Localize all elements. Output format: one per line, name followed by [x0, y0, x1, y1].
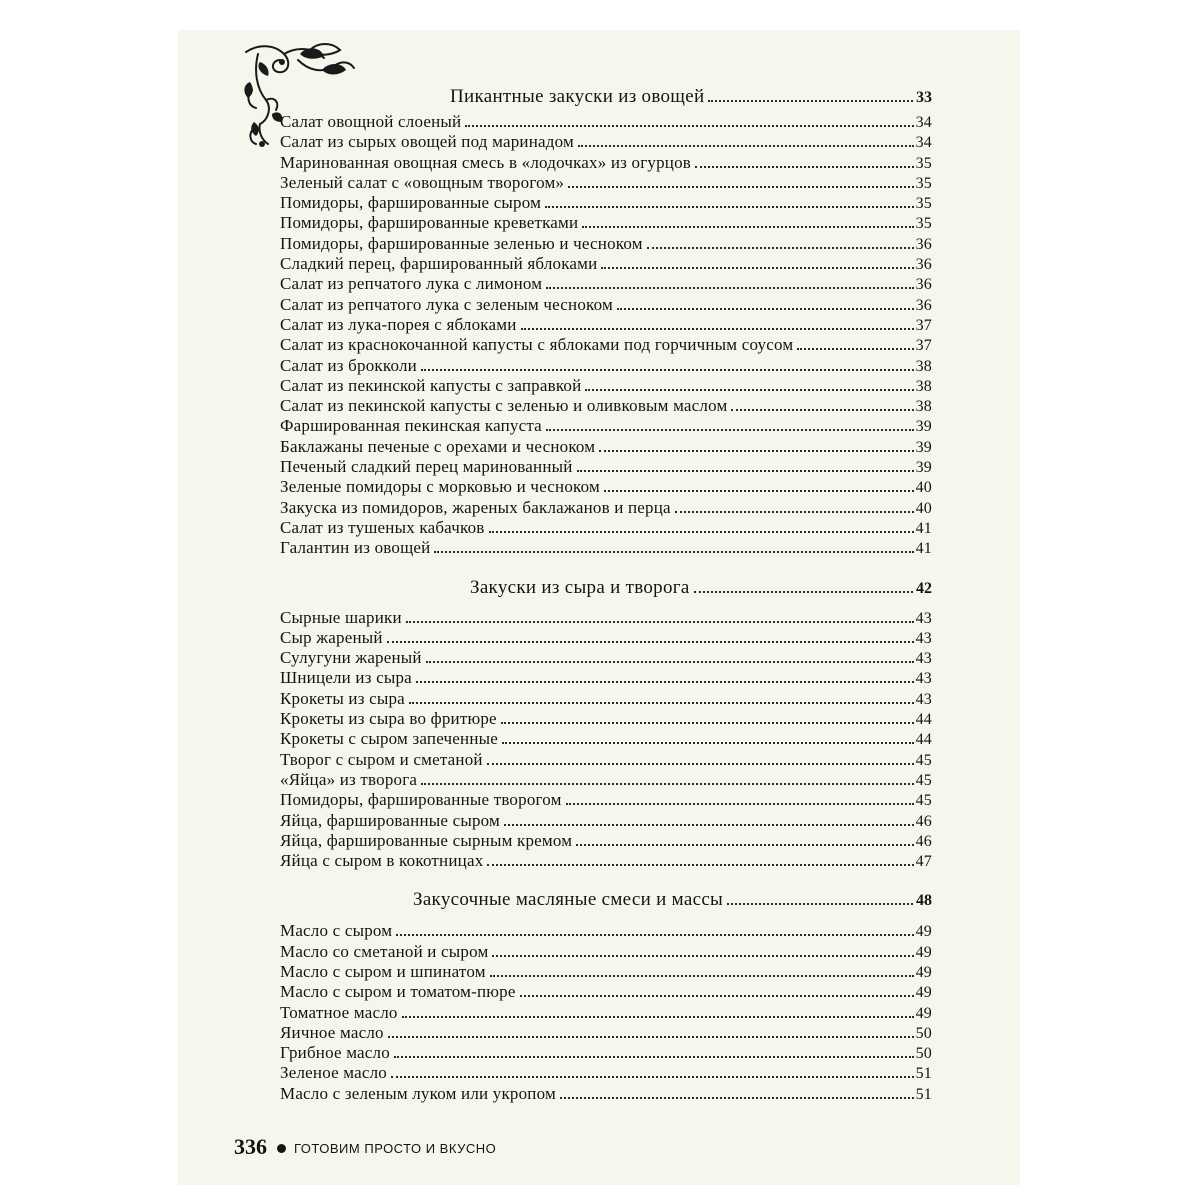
entry-page-number: 34 [915, 114, 932, 131]
toc-entry [280, 962, 932, 982]
toc-entry [280, 831, 932, 851]
entry-page-number: 51 [915, 1065, 932, 1083]
dot-leader [727, 903, 913, 905]
entry-page-number: 36 [915, 256, 932, 274]
section-title: Закуски из сыра и творога [470, 576, 690, 598]
entry-title: Сырные шарики [280, 607, 402, 627]
toc-entry [280, 437, 932, 457]
entry-page-number: 49 [915, 923, 932, 941]
section-heading [280, 889, 932, 911]
dot-leader [577, 470, 914, 472]
entry-title: Крокеты из сыра во фритюре [280, 709, 497, 729]
section-entries [280, 608, 932, 872]
dot-leader [520, 995, 914, 997]
entry-title: Салат из тушеных кабачков [280, 517, 485, 537]
entry-title: Фаршированная пекинская капуста [280, 416, 542, 436]
entry-title: Творог с сыром и сметаной [280, 749, 483, 769]
entry-title: Помидоры, фаршированные творогом [280, 790, 562, 810]
dot-leader [489, 531, 914, 533]
dot-leader [387, 641, 914, 643]
dot-leader [391, 1076, 914, 1078]
toc-entry [280, 213, 932, 233]
entry-page-number: 43 [915, 690, 932, 708]
entry-page-number: 45 [915, 792, 932, 810]
entry-page-number: 35 [915, 174, 932, 192]
entry-title: Помидоры, фаршированные креветками [280, 213, 579, 233]
entry-title: Грибное масло [280, 1043, 390, 1063]
entry-page-number: 41 [915, 519, 932, 537]
dot-leader [394, 1056, 914, 1058]
entry-title: Салат из репчатого лука с лимоном [280, 274, 543, 294]
dot-leader [426, 661, 914, 663]
entry-title: Помидоры, фаршированные зеленью и чесноком [280, 233, 643, 253]
entry-title: Масло с зеленым луком или укропом [280, 1083, 556, 1103]
entry-title: Яйца с сыром в кокотницах [280, 851, 484, 871]
entry-page-number: 43 [915, 609, 932, 627]
toc-entry [280, 790, 932, 810]
toc-entry [280, 770, 932, 790]
entry-page-number: 39 [915, 459, 932, 477]
entry-page-number: 38 [915, 357, 932, 375]
dot-leader [406, 621, 914, 623]
entry-page-number: 50 [915, 1045, 932, 1063]
entry-page-number: 37 [915, 337, 932, 355]
dot-leader [421, 783, 913, 785]
dot-leader [576, 844, 913, 846]
section-title: Пикантные закуски из овощей [450, 86, 705, 107]
entry-title: Масло с сыром [280, 921, 393, 941]
section-heading [280, 86, 932, 108]
dot-leader [521, 328, 914, 330]
entry-page-number: 49 [915, 1004, 932, 1022]
toc-entry [280, 356, 932, 376]
dot-leader [560, 1097, 914, 1099]
entry-title: Салат из пекинской капусты с зеленью и оливковым маслом [280, 396, 728, 416]
toc-entry [280, 1023, 932, 1043]
entry-page-number: 35 [915, 154, 932, 172]
dot-leader [396, 934, 913, 936]
entry-title: Салат из сырых овощей под маринадом [280, 132, 574, 152]
dot-leader [402, 1016, 914, 1018]
entry-title: Крокеты из сыра [280, 688, 405, 708]
section-page-number: 33 [916, 89, 932, 106]
toc-entry [280, 689, 932, 709]
entry-title: Салат из репчатого лука с зеленым чесноком [280, 294, 613, 314]
toc-entry [280, 173, 932, 193]
entry-page-number: 49 [915, 984, 932, 1002]
dot-leader [599, 450, 913, 452]
toc-entry [280, 628, 932, 648]
toc-entry [280, 295, 932, 315]
entry-title: Помидоры, фаршированные сыром [280, 193, 542, 213]
dot-leader [731, 409, 913, 411]
entry-title: Яйца, фаршированные сырным кремом [280, 830, 573, 850]
dot-leader [504, 824, 914, 826]
entry-title: Салат из краснокочанной капусты с яблоками под горчичным соусом [280, 335, 794, 355]
entry-page-number: 36 [915, 276, 932, 294]
toc-entry [280, 750, 932, 770]
toc-entry [280, 498, 932, 518]
entry-title: Печеный сладкий перец маринованный [280, 457, 573, 477]
toc-entry [280, 518, 932, 538]
entry-title: Галантин из овощей [280, 538, 431, 558]
entry-title: Крокеты с сыром запеченные [280, 729, 498, 749]
dot-leader [492, 955, 913, 957]
entry-page-number: 47 [915, 853, 932, 871]
entry-title: Маринованная овощная смесь в «лодочках» из огурцов [280, 152, 692, 172]
dot-leader [601, 267, 913, 269]
dot-leader [416, 681, 914, 683]
entry-page-number: 43 [915, 670, 932, 688]
entry-page-number: 46 [915, 812, 932, 830]
entry-title: Сулугуни жареный [280, 648, 422, 668]
toc-entry [280, 396, 932, 416]
entry-page-number: 49 [915, 963, 932, 981]
entry-title: Зеленый салат с «овощным творогом» [280, 172, 565, 192]
dot-leader [617, 308, 914, 310]
entry-page-number: 38 [915, 377, 932, 395]
toc-entry [280, 335, 932, 355]
dot-leader [675, 511, 914, 513]
entry-page-number: 39 [915, 438, 932, 456]
section-page-number: 42 [916, 579, 932, 597]
entry-title: Яичное масло [280, 1022, 384, 1042]
entry-title: Баклажаны печеные с орехами и чесноком [280, 436, 596, 456]
section-heading [280, 577, 932, 599]
section-title: Закусочные масляные смеси и массы [413, 889, 724, 911]
entry-page-number: 36 [915, 235, 932, 253]
entry-title: Сладкий перец, фаршированный яблоками [280, 254, 598, 274]
dot-leader [502, 742, 914, 744]
entry-page-number: 45 [915, 771, 932, 789]
toc-entry [280, 729, 932, 749]
dot-leader [546, 287, 913, 289]
toc-entry [280, 112, 932, 132]
entry-page-number: 49 [915, 943, 932, 961]
section-page-number: 48 [916, 892, 932, 910]
dot-leader [578, 145, 914, 147]
toc-entry [280, 709, 932, 729]
dot-leader [465, 125, 913, 127]
section-entries [280, 112, 932, 559]
entry-title: Зеленые помидоры с морковью и чесноком [280, 477, 600, 497]
dot-leader [487, 864, 913, 866]
dot-leader [501, 722, 914, 724]
entry-page-number: 43 [915, 650, 932, 668]
toc-entry [280, 153, 932, 173]
toc-entry [280, 538, 932, 558]
toc-entry [280, 811, 932, 831]
entry-title: Шницели из сыра [280, 668, 412, 688]
page-footer [234, 1134, 496, 1160]
entry-page-number: 46 [915, 832, 932, 850]
dot-leader [545, 206, 914, 208]
toc-entry [280, 315, 932, 335]
entry-page-number: 50 [915, 1024, 932, 1042]
toc-entry [280, 274, 932, 294]
entry-title: Салат из лука-порея с яблоками [280, 314, 517, 334]
dot-leader [388, 1036, 914, 1038]
toc-entry [280, 921, 932, 941]
entry-page-number: 37 [915, 316, 932, 334]
toc-entry [280, 942, 932, 962]
dot-leader [797, 348, 913, 350]
toc-entry [280, 477, 932, 497]
entry-page-number: 45 [915, 751, 932, 769]
dot-leader [604, 490, 914, 492]
entry-page-number: 35 [915, 195, 932, 213]
bullet-dot-icon [277, 1144, 286, 1153]
toc-entry [280, 416, 932, 436]
toc-entry [280, 254, 932, 274]
dot-leader [421, 369, 914, 371]
toc-entry [280, 648, 932, 668]
toc-entry [280, 457, 932, 477]
entry-title: Салат овощной слоеный [280, 112, 462, 131]
dot-leader [487, 763, 914, 765]
entry-page-number: 41 [915, 540, 932, 558]
entry-page-number: 44 [915, 731, 932, 749]
entry-title: Салат из брокколи [280, 355, 417, 375]
toc-entry [280, 1084, 932, 1104]
dot-leader [568, 186, 913, 188]
table-of-contents [280, 86, 932, 1104]
toc-entry [280, 1003, 932, 1023]
entry-title: Яйца, фаршированные сыром [280, 810, 500, 830]
dot-leader [647, 247, 914, 249]
entry-page-number: 51 [915, 1085, 932, 1103]
entry-title: Масло с сыром и томатом-пюре [280, 982, 516, 1002]
dot-leader [585, 389, 913, 391]
toc-entry [280, 234, 932, 254]
entry-title: Сыр жареный [280, 627, 383, 647]
section-gap [280, 871, 932, 889]
entry-title: Зеленое масло [280, 1063, 388, 1083]
dot-leader [695, 166, 914, 168]
section-gap [280, 559, 932, 577]
entry-page-number: 43 [915, 629, 932, 647]
toc-entry [280, 376, 932, 396]
dot-leader [708, 100, 913, 102]
dot-leader [546, 429, 914, 431]
entry-page-number: 39 [915, 418, 932, 436]
dot-leader [434, 551, 913, 553]
toc-entry [280, 982, 932, 1002]
entry-title: «Яйца» из творога [280, 769, 418, 789]
dot-leader [566, 803, 914, 805]
entry-page-number: 36 [915, 296, 932, 314]
section-entries [280, 921, 932, 1104]
entry-title: Салат из пекинской капусты с заправкой [280, 375, 582, 395]
entry-title: Масло с сыром и шпинатом [280, 961, 486, 981]
entry-title: Закуска из помидоров, жареных баклажанов и перца [280, 497, 671, 517]
toc-entry [280, 668, 932, 688]
entry-page-number: 35 [915, 215, 932, 233]
toc-entry [280, 132, 932, 152]
toc-entry [280, 1043, 932, 1063]
dot-leader [694, 591, 913, 593]
entry-page-number: 44 [915, 711, 932, 729]
dot-leader [490, 975, 914, 977]
entry-title: Томатное масло [280, 1002, 398, 1022]
entry-title: Масло со сметаной и сыром [280, 941, 489, 961]
toc-entry [280, 851, 932, 871]
toc-entry [280, 608, 932, 628]
toc-entry [280, 1063, 932, 1083]
entry-page-number: 40 [915, 499, 932, 517]
entry-page-number: 34 [915, 134, 932, 152]
page-number: 336 [234, 1134, 267, 1159]
entry-page-number: 38 [915, 398, 932, 416]
dot-leader [582, 226, 913, 228]
toc-entry [280, 193, 932, 213]
dot-leader [409, 702, 914, 704]
entry-page-number: 40 [915, 479, 932, 497]
running-title: ГОТОВИМ ПРОСТО И ВКУСНО [294, 1140, 497, 1156]
